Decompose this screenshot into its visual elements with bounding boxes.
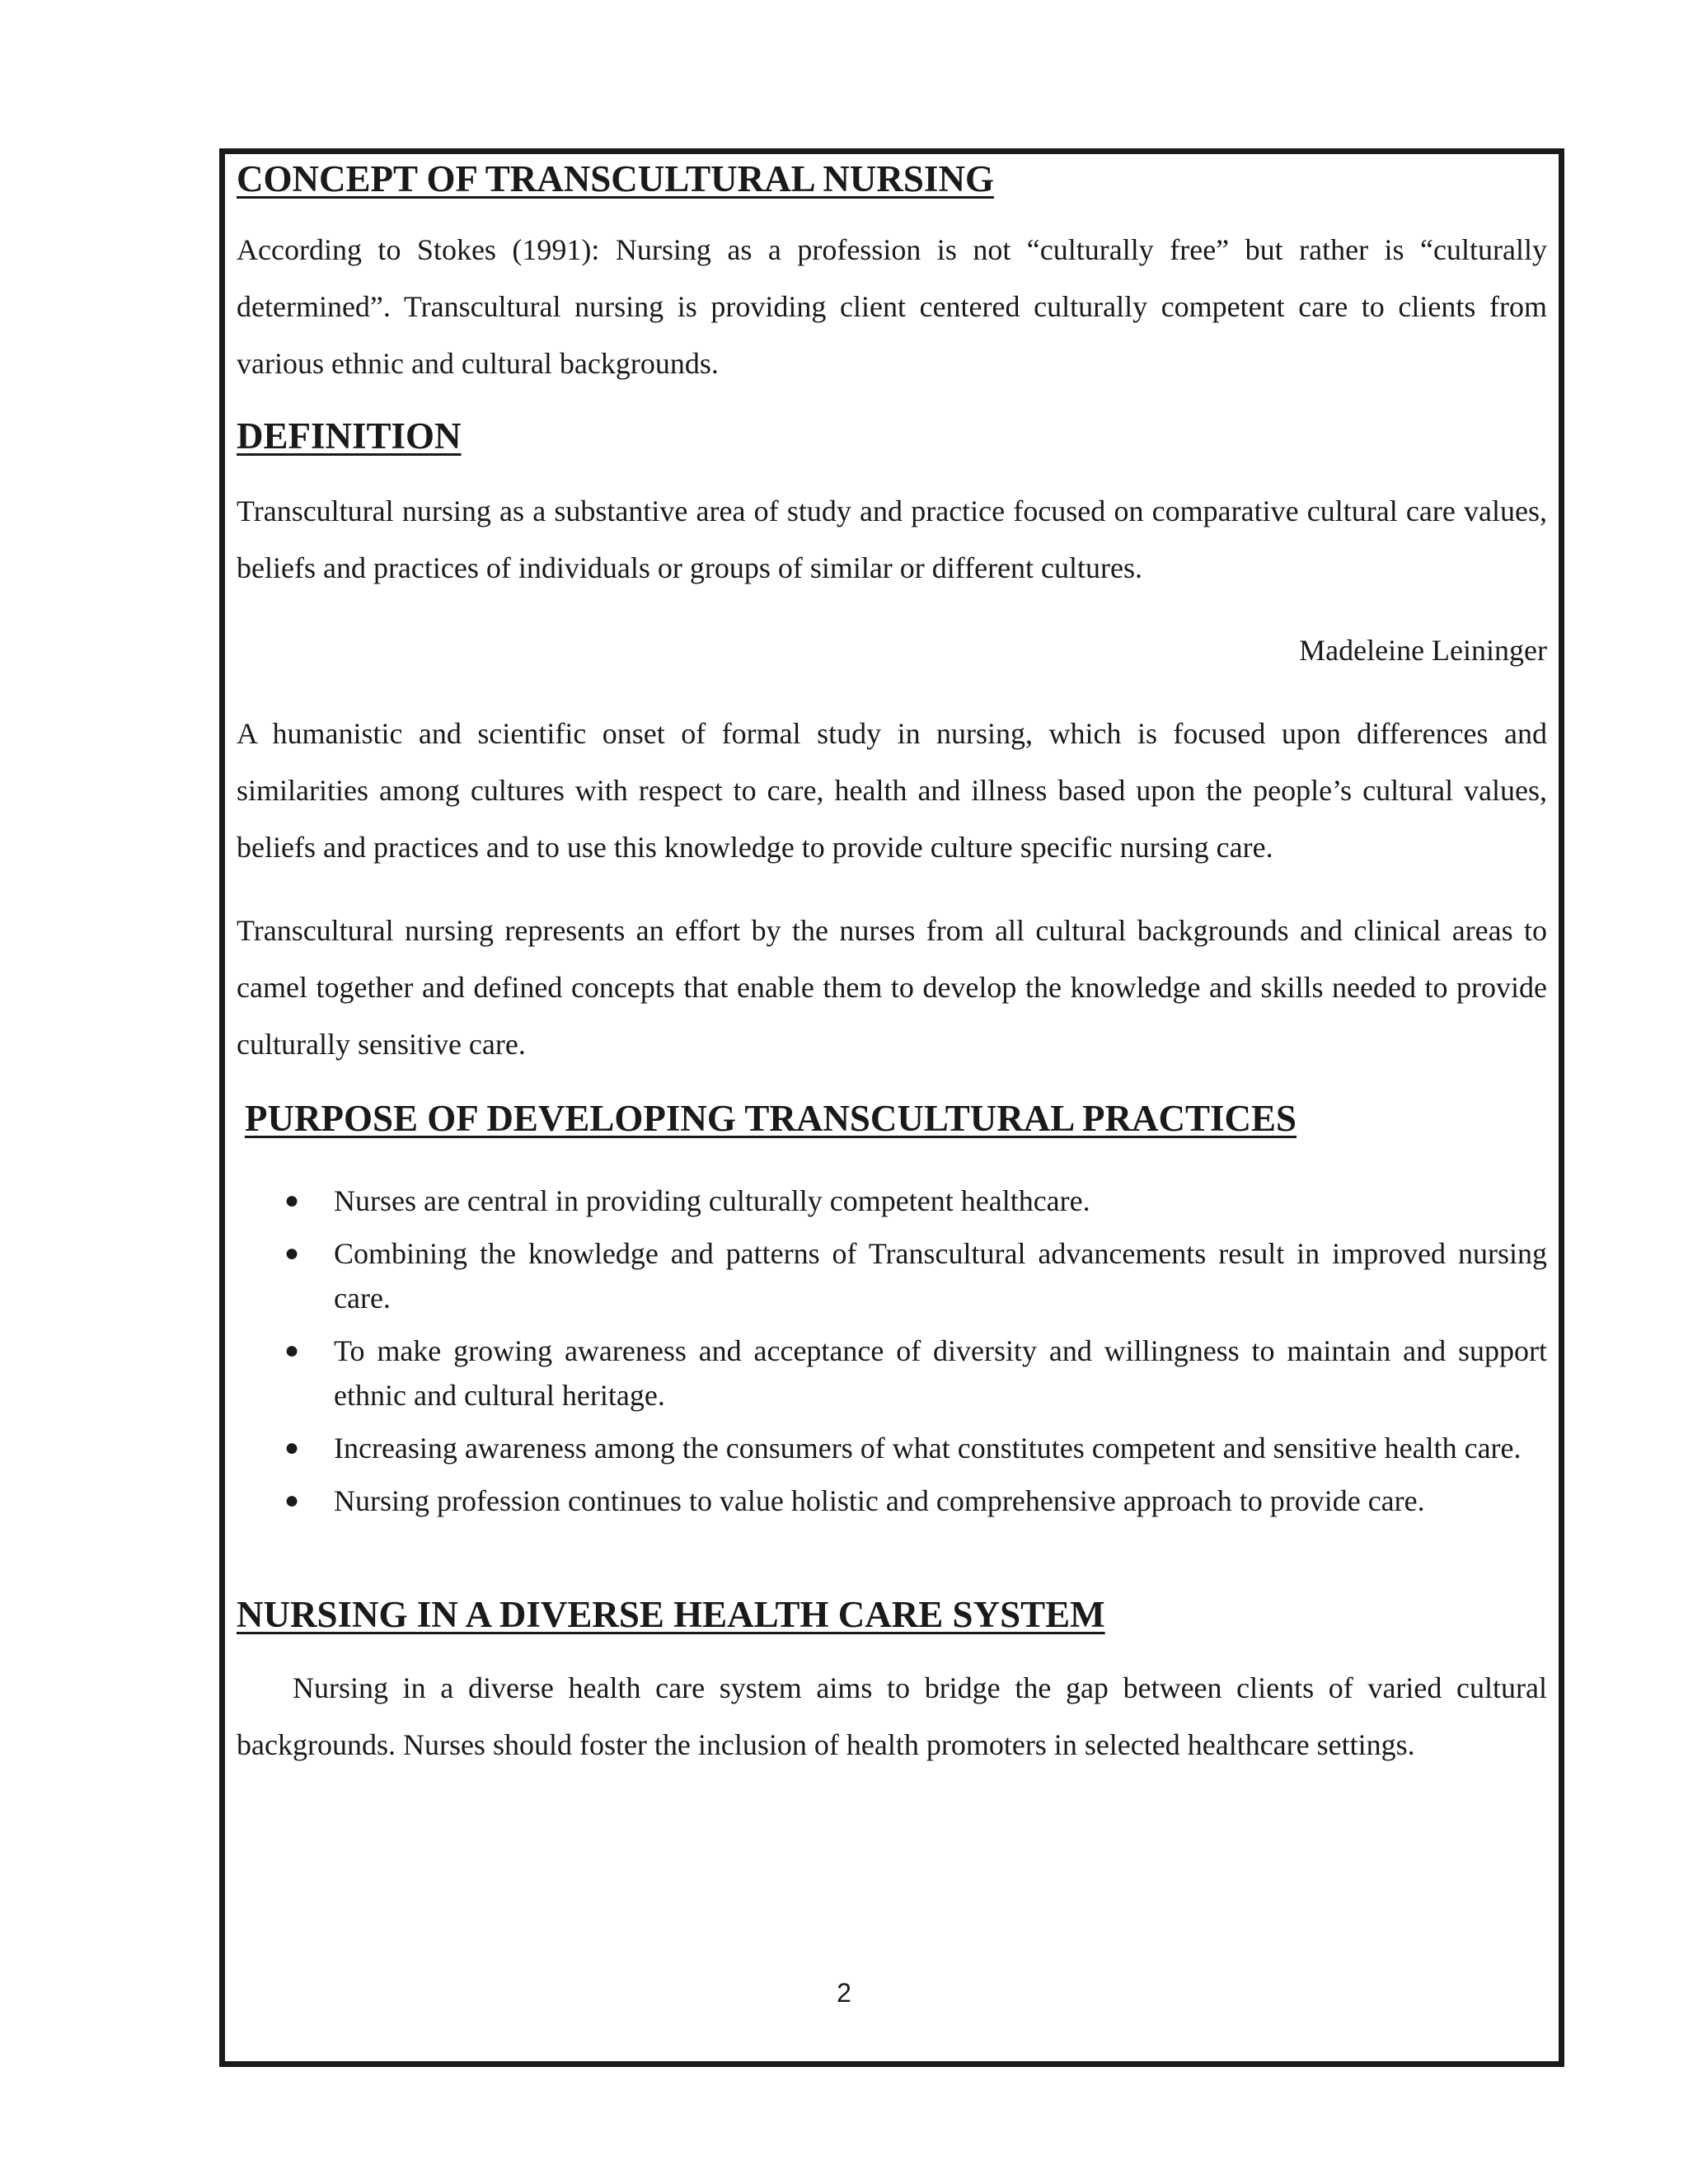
list-item-text: Nursing profession continues to value holistic and comprehensive approach to provide care. bbox=[334, 1484, 1425, 1517]
page-number: 2 bbox=[837, 1978, 851, 2008]
bullet-icon: ● bbox=[284, 1187, 300, 1214]
list-item bbox=[237, 1231, 1547, 1320]
section-title-diverse: NURSING IN A DIVERSE HEALTH CARE SYSTEM bbox=[237, 1594, 1105, 1635]
bullet-icon: ● bbox=[284, 1337, 300, 1364]
list-item-text: To make growing awareness and acceptance of diversity and willingness to maintain and support ethnic and cultural heritage. bbox=[334, 1334, 1547, 1412]
section-title-definition: DEFINITION bbox=[237, 415, 462, 457]
section-title-purpose: PURPOSE OF DEVELOPING TRANSCULTURAL PRACTICES bbox=[245, 1098, 1297, 1139]
document-content bbox=[237, 157, 1547, 1774]
purpose-list bbox=[237, 1179, 1547, 1523]
bullet-icon: ● bbox=[284, 1240, 300, 1267]
definition-author: Madeleine Leininger bbox=[1299, 634, 1547, 667]
list-item-text: Combining the knowledge and patterns of Transcultural advancements result in improved nursing care. bbox=[334, 1237, 1547, 1315]
concept-paragraph: According to Stokes (1991): Nursing as a profession is not “culturally free” but rather is “culturally determined”. Transcultural nursing is providing client centered culturally competent care to clients from various ethnic and cultural backgrounds. bbox=[237, 233, 1547, 380]
list-item bbox=[237, 1479, 1547, 1523]
list-item bbox=[237, 1179, 1547, 1223]
diverse-paragraph: Nursing in a diverse health care system aims to bridge the gap between clients of varied cultural backgrounds. Nurses should foster the inclusion of health promoters in selected healthcare settings. bbox=[237, 1671, 1547, 1761]
list-item bbox=[237, 1329, 1547, 1418]
bullet-icon: ● bbox=[284, 1487, 300, 1514]
list-item bbox=[237, 1426, 1547, 1470]
list-item-text: Increasing awareness among the consumers of what constitutes competent and sensitive health care. bbox=[334, 1432, 1522, 1465]
definition-paragraph-1: Transcultural nursing as a substantive area of study and practice focused on comparative cultural care values, beliefs and practices of individuals or groups of similar or different cultures. bbox=[237, 494, 1547, 584]
bullet-icon: ● bbox=[284, 1434, 300, 1461]
list-item-text: Nurses are central in providing culturally competent healthcare. bbox=[334, 1184, 1090, 1217]
definition-paragraph-2: A humanistic and scientific onset of formal study in nursing, which is focused upon differences and similarities among cultures with respect to care, health and illness based upon the people’s cultural values, beliefs and practices and to use this knowledge to provide culture specific nursing care. bbox=[237, 717, 1547, 864]
definition-paragraph-3: Transcultural nursing represents an effort by the nurses from all cultural backgrounds and clinical areas to camel together and defined concepts that enable them to develop the knowledge and skills needed to provide culturally sensitive care. bbox=[237, 914, 1547, 1061]
section-title-concept: CONCEPT OF TRANSCULTURAL NURSING bbox=[237, 158, 994, 199]
